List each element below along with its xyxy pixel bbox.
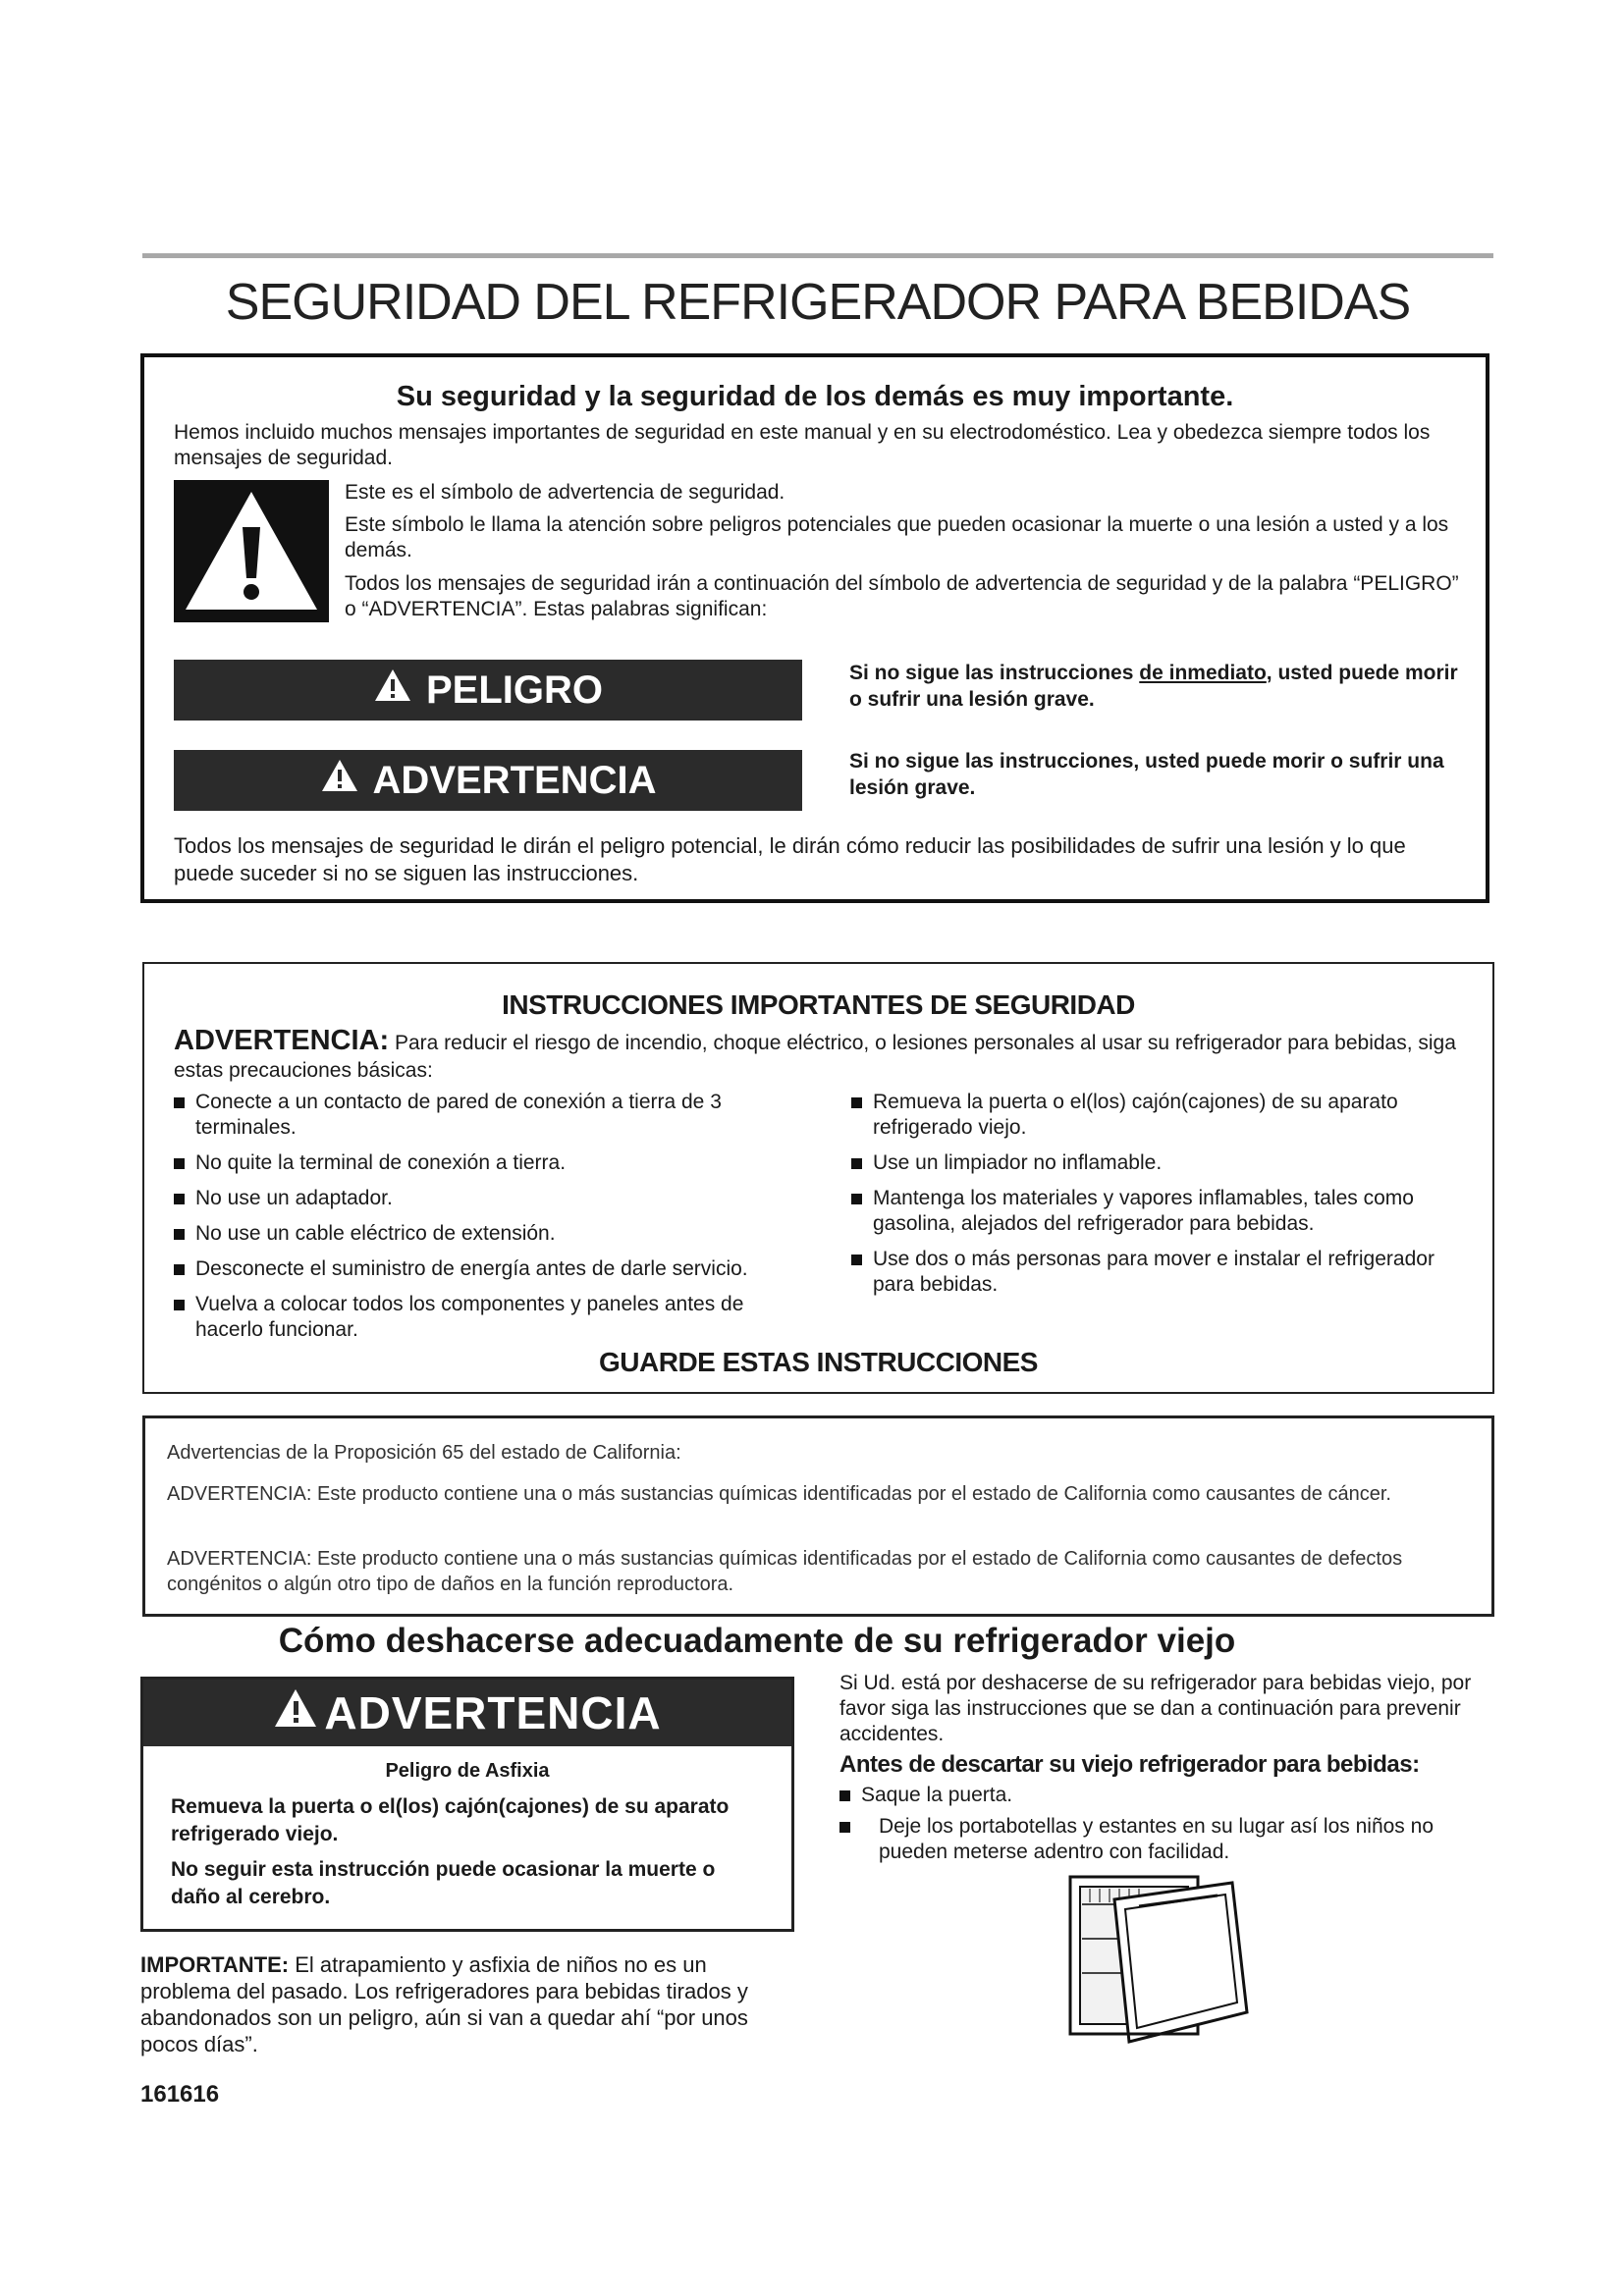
safety-box-footer: Todos los mensajes de seguridad le dirán el peligro potencial, le dirán cómo reducir las posibilidades de sufrir una lesión y lo que puede suceder si no se siguen las instrucciones. [174,833,1406,885]
instructions-box [142,962,1494,1394]
list-item: No use un cable eléctrico de extensión. [174,1221,802,1247]
disposal-instruction: Remueva la puerta o el(los) cajón(cajones) de su aparato refrigerado viejo. [171,1795,730,1845]
prop65-box [142,1415,1494,1617]
safety-box-title: Su seguridad y la seguridad de los demás es muy importante. [396,381,1234,412]
symbol-description: Este es el símbolo de advertencia de seguridad. [345,481,785,504]
prop65-birth-warning: ADVERTENCIA: Este producto contiene una o más sustancias químicas identificadas por el estado de California como causantes de defectos congénitos o algún otro tipo de daños en la función reproductora. [167,1548,1403,1595]
warning-text: Si no sigue las instrucciones, usted puede morir o sufrir una lesión grave. [849,750,1444,799]
important-note: IMPORTANTE: El atrapamiento y asfixia de niños no es un problema del pasado. Los refrigeradores para bebidas tirados y abandonados son un peligro, aún si van a quedar ahí “por unos pocos días”. [140,1952,748,2056]
prop65-heading: Advertencias de la Proposición 65 del estado de California: [167,1442,681,1464]
disposal-warning-label: ADVERTENCIA [324,1687,662,1738]
save-instructions: GUARDE ESTAS INSTRUCCIONES [599,1347,1038,1377]
top-rule [142,253,1493,258]
list-item: Desconecte el suministro de energía antes de darle servicio. [174,1256,802,1282]
warning-triangle-icon [273,1686,318,1739]
list-item: Vuelva a colocar todos los componentes y paneles antes de hacerlo funcionar. [174,1292,802,1343]
list-item: Use un limpiador no inflamable. [851,1150,1480,1176]
disposal-title: Cómo deshacerse adecuadamente de su refrigerador viejo [278,1622,1236,1660]
document-number: 161616 [140,2081,220,2108]
list-item: No quite la terminal de conexión a tierra. [174,1150,802,1176]
warning-triangle-icon [320,758,359,803]
instructions-title: INSTRUCCIONES IMPORTANTES DE SEGURIDAD [502,989,1135,1020]
danger-signal-bar [174,660,802,721]
hazard-label: Peligro de Asfixia [385,1760,550,1782]
instructions-left-list [174,1090,802,1353]
disposal-list [839,1783,1495,1871]
prop65-cancer-warning: ADVERTENCIA: Este producto contiene una o más sustancias químicas identificadas por el estado de California como causantes de cáncer. [167,1483,1391,1505]
page-title: SEGURIDAD DEL REFRIGERADOR PARA BEBIDAS [225,274,1411,331]
safety-box-intro: Hemos incluido muchos mensajes importantes de seguridad en este manual y en su electrodoméstico. Lea y obedezca siempre todos los mensajes de seguridad. [174,421,1431,469]
instructions-warning: ADVERTENCIA: Para reducir el riesgo de incendio, choque eléctrico, o lesiones personales al usar su refrigerador para bebidas, siga estas precauciones básicas: [174,1025,1456,1082]
symbol-follow: Todos los mensajes de seguridad irán a continuación del símbolo de advertencia de seguridad y de la palabra “PELIGRO” o “ADVERTENCIA”. Estas palabras significan: [345,572,1459,620]
list-item: No use un adaptador. [174,1186,802,1211]
warning-triangle-icon [373,667,412,713]
symbol-attention: Este símbolo le llama la atención sobre peligros potenciales que pueden ocasionar la muerte o una lesión a usted y a los demás. [345,513,1449,561]
list-item: Use dos o más personas para mover e instalar el refrigerador para bebidas. [851,1247,1480,1298]
danger-text: Si no sigue las instrucciones de inmediato, usted puede morir o sufrir una lesión grave. [849,662,1458,711]
warning-label: ADVERTENCIA [372,758,657,802]
list-item: Remueva la puerta o el(los) cajón(cajones) de su aparato refrigerado viejo. [851,1090,1480,1141]
list-item: Conecte a un contacto de pared de conexión a tierra de 3 terminales. [174,1090,802,1141]
disposal-warning-box [140,1677,794,1932]
disposal-intro: Si Ud. está por deshacerse de su refrigerador para bebidas viejo, por favor siga las instrucciones que se dan a continuación para prevenir accidentes. [839,1672,1472,1745]
warning-signal-bar [174,750,802,811]
refrigerator-door-removed-illustration [1060,1865,1257,2052]
disposal-warning-bar [143,1680,791,1746]
danger-label: PELIGRO [425,667,604,712]
list-item: Mantenga los materiales y vapores inflamables, tales como gasolina, alejados del refrigerador para bebidas. [851,1186,1480,1237]
instructions-right-list [851,1090,1480,1308]
warning-triangle-icon [174,480,329,622]
disposal-heading: Antes de descartar su viejo refrigerador para bebidas: [839,1751,1420,1778]
disposal-consequence: No seguir esta instrucción puede ocasionar la muerte o daño al cerebro. [171,1858,716,1908]
list-item: Saque la puerta. [839,1783,1495,1808]
list-item: Deje los portabotellas y estantes en su lugar así los niños no pueden meterse adentro con facilidad. [839,1814,1495,1865]
safety-box [140,353,1489,903]
